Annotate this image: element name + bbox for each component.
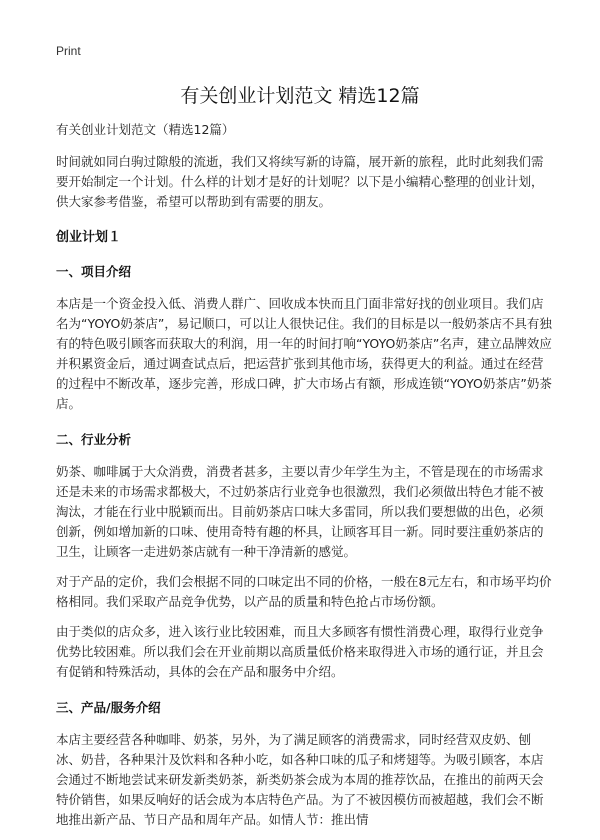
section-paragraph: 本店主要经营各种咖啡、奶茶，另外，为了满足顾客的消费需求，同时经营双皮奶、刨冰、奶昔，各种果汁及饮料和各种小吃，如各种口味的瓜子和烤翅等。为吸引顾客，本店会通过不断地尝试来研发新类奶茶，新类奶茶会成为本周的推荐饮品，在推出的前两天会特价销售，如果反响好的话会成为本店特色产品。为了不被因模仿而被超越，我们会不断地推出新产品、节日产品和周年产品。如情人节：推出情	[56, 732, 544, 827]
document-subtitle: 有关创业计划范文（精选12篇）	[56, 122, 235, 137]
document-body	[56, 120, 552, 840]
section-heading-project: 一、项目介绍	[56, 264, 132, 279]
section-heading-industry: 二、行业分析	[56, 432, 132, 447]
intro-paragraph: 时间就如同白驹过隙般的流逝，我们又将续写新的诗篇，展开新的旅程，此时此刻我们需要开始制定一个计划。什么样的计划才是好的计划呢？以下是小编精心整理的创业计划，供大家参考借鉴，希望可以帮助到有需要的朋友。	[56, 154, 544, 209]
section-heading-products: 三、产品/服务介绍	[56, 700, 161, 715]
section-paragraph: 对于产品的定价，我们会根据不同的口味定出不同的价格，一般在8元左右，和市场平均价格相同。我们采取产品竞争优势，以产品的质量和特色抢占市场份额。	[56, 574, 552, 609]
plan-heading: 创业计划１	[56, 230, 122, 245]
print-link[interactable]: Print	[56, 44, 81, 58]
section-paragraph: 由于类似的店众多，进入该行业比较困难，而且大多顾客有惯性消费心理，取得行业竞争优势比较困难。所以我们会在开业前期以高质量低价格来取得进入市场的通行证，并且会有促销和特殊活动，具体的会在产品和服务中介绍。	[56, 624, 544, 679]
section-paragraph: 奶茶、咖啡属于大众消费，消费者甚多，主要以青少年学生为主，不管是现在的市场需求还是未来的市场需求都极大，不过奶茶店行业竞争也很激烈，我们必须做出特色才能不被淘汰，才能在行业中脱颖而出。目前奶茶店口味大多雷同，所以我们要想做的出色，必须创新，例如增加新的口味、使用奇特有趣的杯具，让顾客耳目一新。同时要注重奶茶店的卫生，让顾客一走进奶茶店就有一种干净清新的感觉。	[56, 464, 544, 559]
section-paragraph: 本店是一个资金投入低、消费人群广、回收成本快而且门面非常好找的创业项目。我们店名为“YOYO奶茶店”，易记顺口，可以让人很快记住。我们的目标是以一般奶茶店不具有独有的特色吸引顾客而获取大的利润，用一年的时间打响“YOYO奶茶店”名声，建立品牌效应并积累资金后，通过调查试点后，把运营扩张到其他市场，获得更大的利益。通过在经营的过程中不断改革，逐步完善，形成口碑，扩大市场占有额，形成连锁“YOYO奶茶店”奶茶店。	[56, 296, 552, 411]
page-title: 有关创业计划范文 精选12篇	[180, 85, 420, 107]
